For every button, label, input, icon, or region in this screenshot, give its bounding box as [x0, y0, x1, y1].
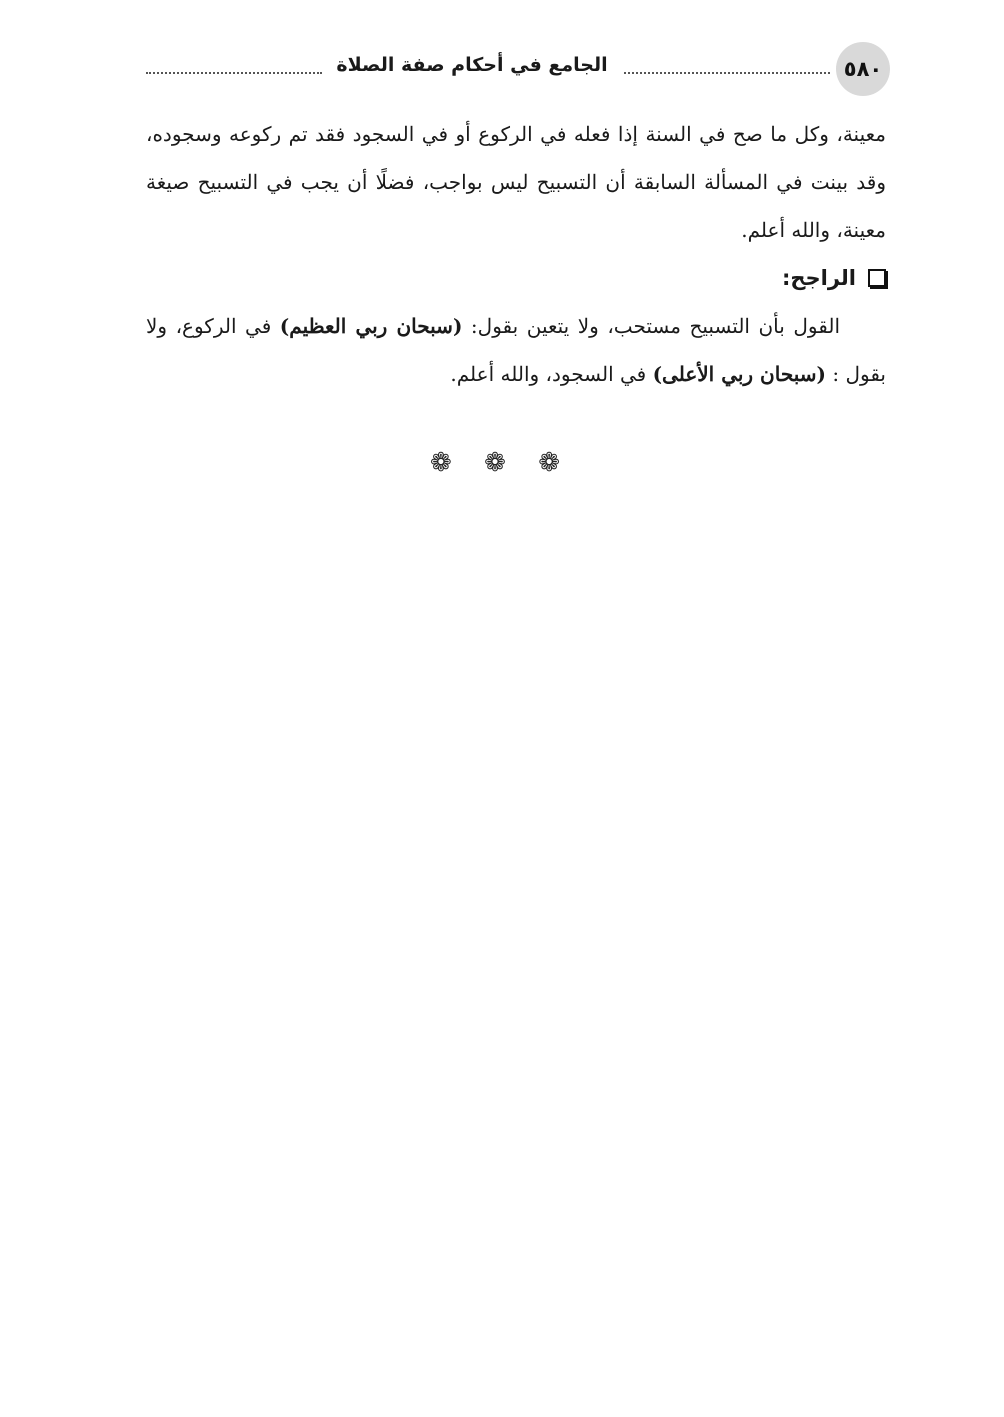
book-title: الجامع في أحكام صفة الصلاة	[336, 54, 608, 76]
header-divider-left	[146, 72, 322, 74]
flower-ornament-icon: ❁	[484, 448, 506, 478]
paragraph-1: معينة، وكل ما صح في السنة إذا فعله في الركوع أو في السجود فقد تم ركوعه وسجوده، وقد بينت في المسألة السابقة أن التسبيح ليس بواجب، فضلًا أن يجب في التسبيح صيغة معينة، والله أعلم.	[146, 122, 886, 242]
section-end-ornaments	[430, 448, 560, 478]
paragraph-2	[146, 302, 886, 398]
paragraph-2-text-1: القول بأن التسبيح مستحب، ولا يتعين بقول:	[462, 314, 840, 338]
quoted-phrase-2: (سبحان ربي الأعلى)	[652, 362, 826, 386]
paragraph-2-text-2: في الركوع، ولا بقول :	[146, 314, 886, 386]
flower-ornament-icon: ❁	[538, 448, 560, 478]
quoted-phrase-1: (سبحان ربي العظيم)	[279, 314, 463, 338]
page-header	[146, 42, 890, 96]
heading-text: الراجح:	[781, 266, 856, 290]
paragraph-2-text-3: في السجود، والله أعلم.	[450, 362, 653, 386]
flower-ornament-icon: ❁	[430, 448, 452, 478]
page-number: ٥٨٠	[836, 42, 890, 96]
header-divider-right	[624, 72, 830, 74]
page-content	[146, 110, 886, 398]
checkbox-bullet-icon	[868, 269, 886, 287]
section-heading	[146, 254, 886, 302]
